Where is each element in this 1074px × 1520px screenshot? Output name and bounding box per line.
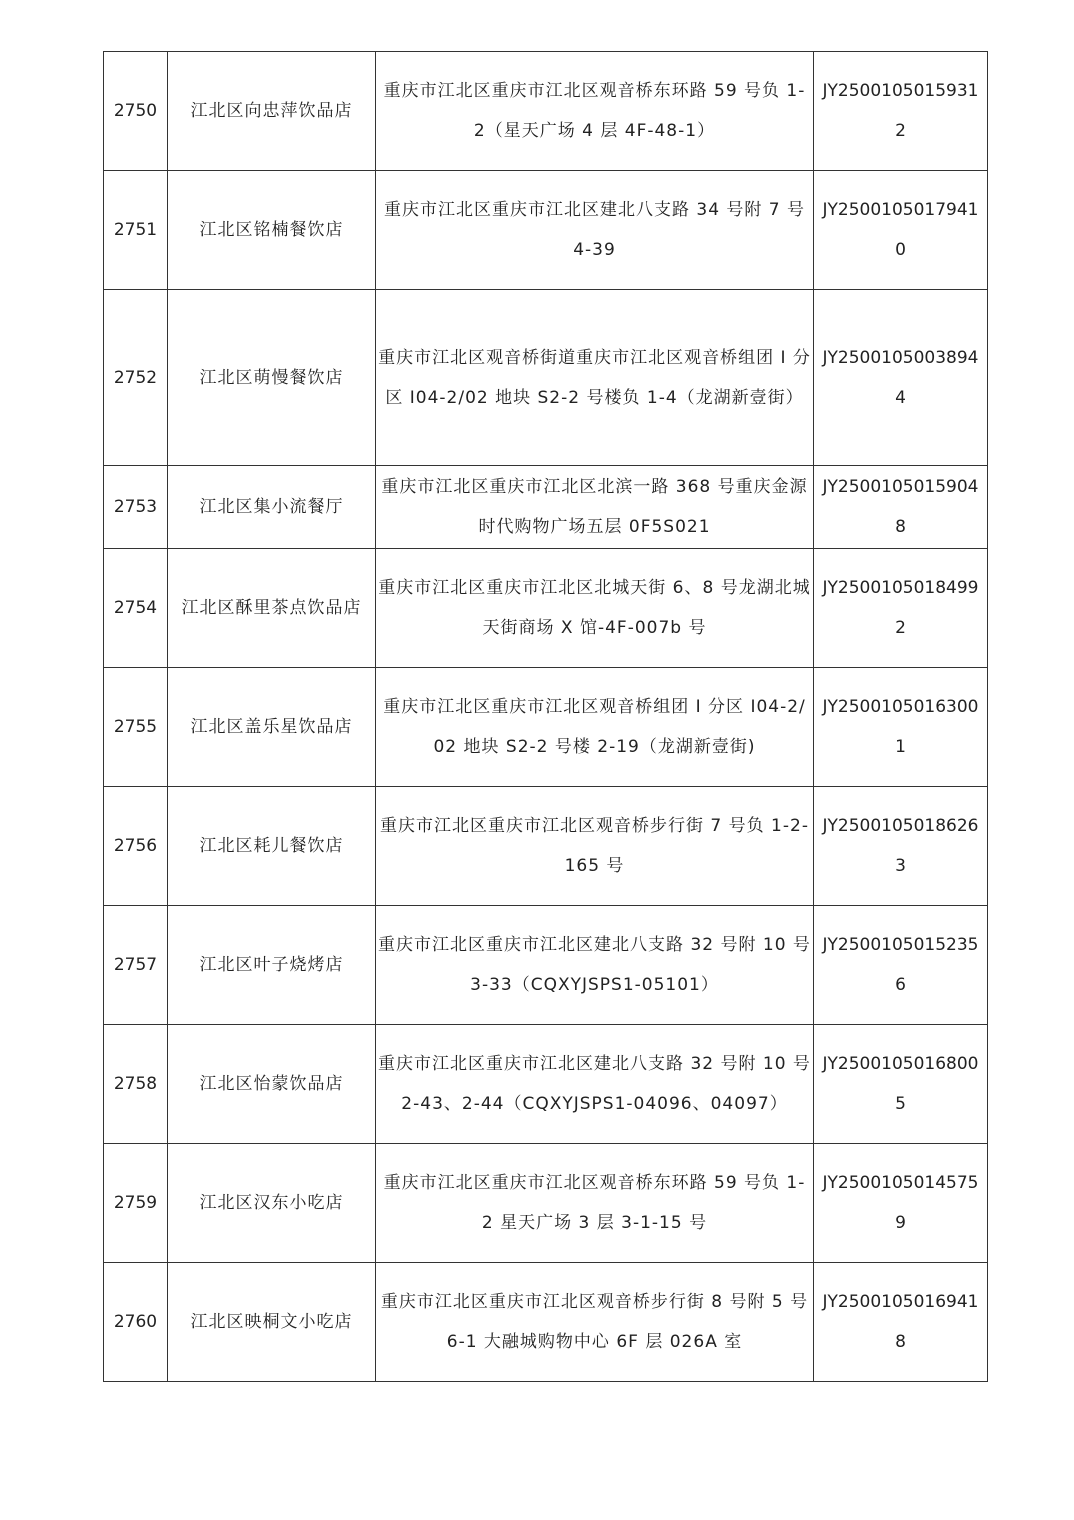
shop-address: 重庆市江北区观音桥街道重庆市江北区观音桥组团 I 分区 I04-2/02 地块 S2-2 号楼负 1-4（龙湖新壹街）	[376, 290, 814, 466]
table-row	[104, 466, 988, 549]
table-row	[104, 52, 988, 171]
row-number: 2756	[104, 787, 168, 906]
shop-name: 江北区盖乐星饮品店	[168, 668, 376, 787]
table-row	[104, 290, 988, 466]
table-row	[104, 1144, 988, 1263]
shop-name: 江北区酥里茶点饮品店	[168, 549, 376, 668]
row-number: 2760	[104, 1263, 168, 1382]
shop-address: 重庆市江北区重庆市江北区北滨一路 368 号重庆金源时代购物广场五层 0F5S021	[376, 466, 814, 549]
shop-name: 江北区汉东小吃店	[168, 1144, 376, 1263]
license-number: JY25001050159048	[814, 466, 988, 549]
license-number: JY25001050038944	[814, 290, 988, 466]
license-number: JY25001050168005	[814, 1025, 988, 1144]
license-number: JY25001050184992	[814, 549, 988, 668]
shop-name: 江北区怡蒙饮品店	[168, 1025, 376, 1144]
table-row	[104, 1263, 988, 1382]
table-row	[104, 171, 988, 290]
row-number: 2752	[104, 290, 168, 466]
shop-name: 江北区叶子烧烤店	[168, 906, 376, 1025]
license-number: JY25001050145759	[814, 1144, 988, 1263]
license-number: JY25001050159312	[814, 52, 988, 171]
shop-address: 重庆市江北区重庆市江北区观音桥步行街 7 号负 1-2-165 号	[376, 787, 814, 906]
row-number: 2758	[104, 1025, 168, 1144]
row-number: 2753	[104, 466, 168, 549]
row-number: 2750	[104, 52, 168, 171]
shop-name: 江北区耗儿餐饮店	[168, 787, 376, 906]
license-number: JY25001050179410	[814, 171, 988, 290]
license-number: JY25001050163001	[814, 668, 988, 787]
shop-address: 重庆市江北区重庆市江北区建北八支路 32 号附 10 号 2-43、2-44（CQXYJSPS1-04096、04097）	[376, 1025, 814, 1144]
shop-name: 江北区萌慢餐饮店	[168, 290, 376, 466]
shop-address: 重庆市江北区重庆市江北区建北八支路 34 号附 7 号 4-39	[376, 171, 814, 290]
table-row	[104, 906, 988, 1025]
shop-name: 江北区映桐文小吃店	[168, 1263, 376, 1382]
license-number: JY25001050186263	[814, 787, 988, 906]
license-table	[103, 51, 988, 1382]
table-row	[104, 787, 988, 906]
shop-address: 重庆市江北区重庆市江北区观音桥步行街 8 号附 5 号 6-1 大融城购物中心 6F 层 026A 室	[376, 1263, 814, 1382]
table-row	[104, 1025, 988, 1144]
shop-name: 江北区向忠萍饮品店	[168, 52, 376, 171]
license-number: JY25001050152356	[814, 906, 988, 1025]
shop-address: 重庆市江北区重庆市江北区观音桥组团 I 分区 I04-2/02 地块 S2-2 号楼 2-19（龙湖新壹街)	[376, 668, 814, 787]
shop-name: 江北区集小流餐厅	[168, 466, 376, 549]
shop-address: 重庆市江北区重庆市江北区观音桥东环路 59 号负 1-2 星天广场 3 层 3-1-15 号	[376, 1144, 814, 1263]
shop-address: 重庆市江北区重庆市江北区建北八支路 32 号附 10 号 3-33（CQXYJSPS1-05101）	[376, 906, 814, 1025]
shop-address: 重庆市江北区重庆市江北区观音桥东环路 59 号负 1-2（星天广场 4 层 4F-48-1）	[376, 52, 814, 171]
table-row	[104, 549, 988, 668]
row-number: 2755	[104, 668, 168, 787]
row-number: 2759	[104, 1144, 168, 1263]
table-row	[104, 668, 988, 787]
row-number: 2757	[104, 906, 168, 1025]
row-number: 2754	[104, 549, 168, 668]
shop-address: 重庆市江北区重庆市江北区北城天街 6、8 号龙湖北城天街商场 X 馆-4F-007b 号	[376, 549, 814, 668]
row-number: 2751	[104, 171, 168, 290]
license-number: JY25001050169418	[814, 1263, 988, 1382]
shop-name: 江北区铭楠餐饮店	[168, 171, 376, 290]
